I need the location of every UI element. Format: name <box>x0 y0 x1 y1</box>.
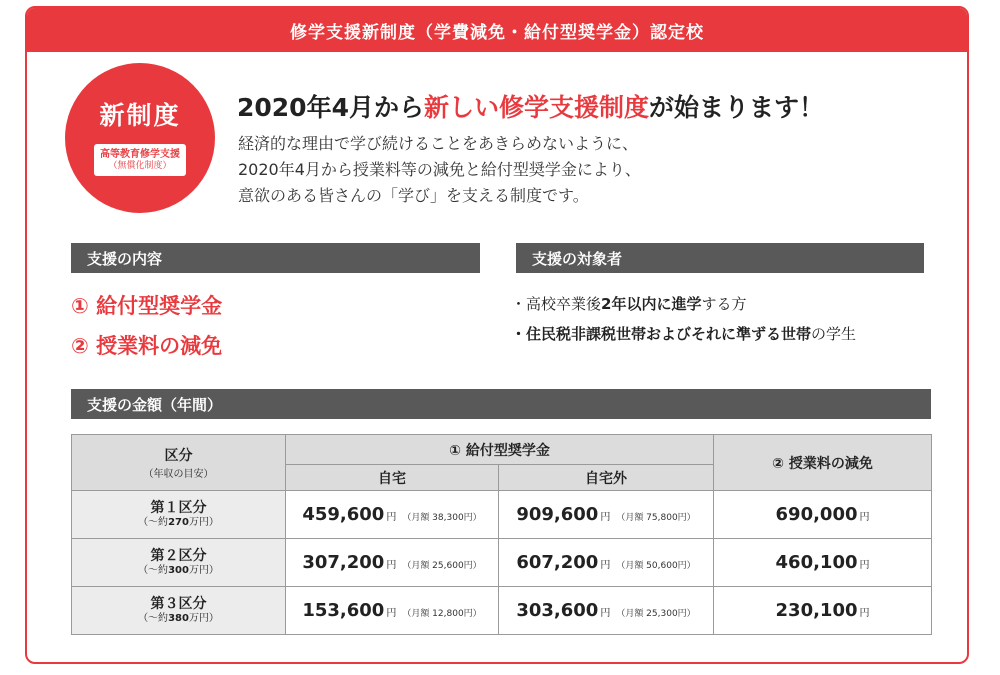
yen-unit: 円 <box>859 512 870 523</box>
yen-unit: 円 <box>600 608 611 619</box>
yen-unit: 円 <box>600 512 611 523</box>
home-monthly: （月額 25,600円） <box>402 561 482 571</box>
table-header-row <box>72 435 932 465</box>
away-monthly: （月額 75,800円） <box>616 513 696 523</box>
income-value: 380 <box>168 612 189 624</box>
headline-prefix: 2020年4月から <box>237 93 424 122</box>
tuition-amount-cell <box>714 587 932 635</box>
income-value: 270 <box>168 516 189 528</box>
row-category-label: 第１区分 <box>150 500 207 517</box>
target-item-1 <box>511 289 856 319</box>
income-suffix: 万円） <box>188 564 219 576</box>
page-frame <box>25 6 969 664</box>
away-amount: 909,600 <box>516 504 599 525</box>
tuition-header: ② 授業料の減免 <box>714 435 932 491</box>
support-target-header <box>516 243 924 273</box>
income-prefix: （〜約 <box>138 564 169 576</box>
tuition-amount: 690,000 <box>775 504 858 525</box>
home-header: 自宅 <box>286 465 499 491</box>
support-content-title: 支援の内容 <box>87 249 163 268</box>
headline-suffix: が始まります！ <box>649 93 825 122</box>
badge-line1: 高等教育修学支援 <box>100 148 180 160</box>
category-header <box>72 435 286 491</box>
support-content-header <box>71 243 480 273</box>
income-suffix: 万円） <box>188 516 219 528</box>
target-item-1-pre: ・高校卒業後 <box>511 295 602 313</box>
home-amount: 307,200 <box>302 552 385 573</box>
tuition-amount: 230,100 <box>775 600 858 621</box>
home-monthly: （月額 38,300円） <box>402 513 482 523</box>
yen-unit: 円 <box>386 608 397 619</box>
tuition-amount-cell <box>714 491 932 539</box>
content-item-tuition: ② 授業料の減免 <box>71 334 223 358</box>
income-suffix: 万円） <box>188 612 219 624</box>
intro-line: 2020年4月から授業料等の減免と給付型奨学金により、 <box>238 160 641 179</box>
headline-highlight: 新しい修学支援制度 <box>423 93 649 122</box>
page-headline <box>237 88 824 124</box>
yen-unit: 円 <box>859 608 870 619</box>
tuition-amount-cell <box>714 539 932 587</box>
intro-line: 意欲のある皆さんの「学び」を支える制度です。 <box>238 186 589 205</box>
yen-unit: 円 <box>386 512 397 523</box>
table-row <box>72 491 932 539</box>
row-category <box>72 587 286 635</box>
content-item-scholarship: ① 給付型奨学金 <box>71 294 223 318</box>
row-category <box>72 491 286 539</box>
away-amount-cell <box>499 539 714 587</box>
income-prefix: （〜約 <box>138 516 169 528</box>
badge-subtitle-box <box>94 144 186 177</box>
banner-title: 修学支援新制度（学費減免・給付型奨学金）認定校 <box>290 22 704 43</box>
home-amount-cell <box>286 491 499 539</box>
row-category <box>72 539 286 587</box>
row-income <box>72 613 285 625</box>
intro-text <box>238 131 641 209</box>
row-income <box>72 565 285 577</box>
income-value: 300 <box>168 564 189 576</box>
category-header-label: 区分 <box>164 448 193 464</box>
support-amount-table <box>71 434 932 635</box>
income-prefix: （〜約 <box>138 612 169 624</box>
away-monthly: （月額 50,600円） <box>616 561 696 571</box>
away-amount-cell <box>499 491 714 539</box>
new-system-badge <box>65 63 215 213</box>
away-monthly: （月額 25,300円） <box>616 609 696 619</box>
target-item-1-bold: 2年以内に進学 <box>601 295 702 313</box>
yen-unit: 円 <box>600 560 611 571</box>
away-amount-cell <box>499 587 714 635</box>
support-amount-header <box>71 389 931 419</box>
table-row <box>72 587 932 635</box>
target-item-2 <box>511 319 856 349</box>
target-item-1-post: する方 <box>701 295 747 313</box>
target-item-2-post: の学生 <box>811 325 857 343</box>
away-amount: 303,600 <box>516 600 599 621</box>
scholarship-header: ① 給付型奨学金 <box>286 435 714 465</box>
home-amount: 459,600 <box>302 504 385 525</box>
badge-line2: （無償化制度） <box>108 160 172 171</box>
away-header: 自宅外 <box>499 465 714 491</box>
support-target-title: 支援の対象者 <box>532 249 623 268</box>
row-category-label: 第２区分 <box>150 548 207 565</box>
row-income <box>72 517 285 529</box>
target-list <box>511 289 856 349</box>
category-header-sub: （年収の目安） <box>143 469 214 480</box>
away-amount: 607,200 <box>516 552 599 573</box>
home-amount-cell <box>286 587 499 635</box>
yen-unit: 円 <box>386 560 397 571</box>
intro-line: 経済的な理由で学び続けることをあきらめないように、 <box>238 134 639 153</box>
yen-unit: 円 <box>859 560 870 571</box>
target-item-2-bold: ・住民税非課税世帯およびそれに準ずる世帯 <box>511 325 812 343</box>
row-category-label: 第３区分 <box>150 596 207 613</box>
home-amount: 153,600 <box>302 600 385 621</box>
tuition-amount: 460,100 <box>775 552 858 573</box>
badge-title: 新制度 <box>99 100 181 130</box>
certification-banner <box>27 8 967 52</box>
table-row <box>72 539 932 587</box>
home-amount-cell <box>286 539 499 587</box>
home-monthly: （月額 12,800円） <box>402 609 482 619</box>
support-amount-title: 支援の金額（年間） <box>87 395 223 414</box>
